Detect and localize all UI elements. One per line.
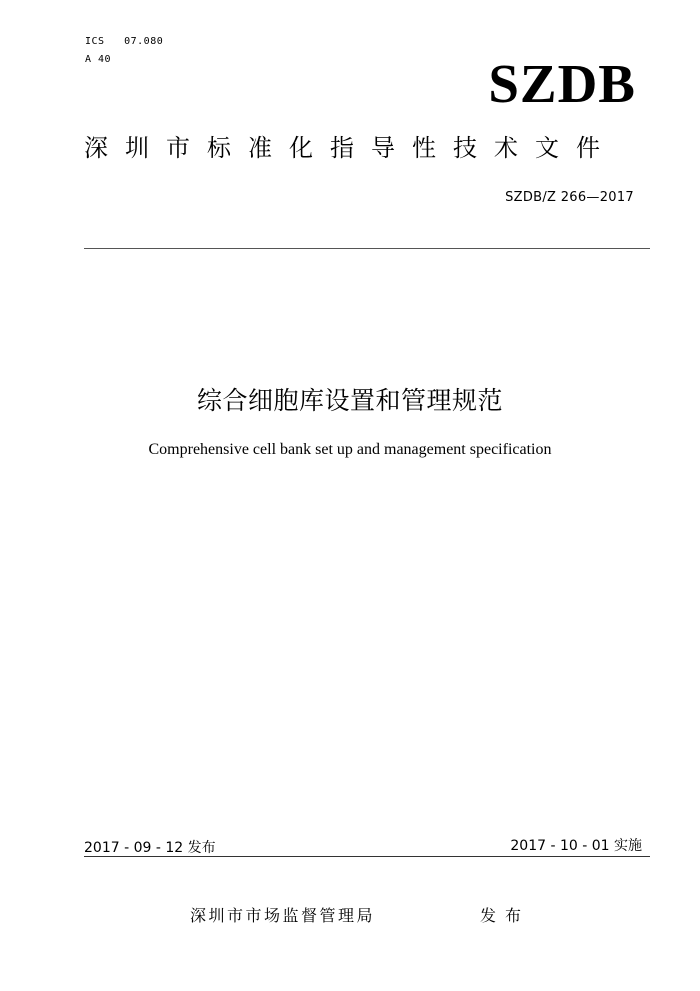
classification-code: A 40 <box>85 54 112 65</box>
document-number: SZDB/Z 266—2017 <box>505 190 634 205</box>
document-type-heading: 深圳市标准化指导性技术文件 <box>84 134 617 162</box>
title-chinese: 综合细胞库设置和管理规范 <box>196 386 503 415</box>
issue-date: 2017 - 09 - 12 发布 <box>84 840 216 856</box>
bottom-divider <box>84 856 650 857</box>
issuing-authority: 深圳市市场监督管理局 <box>190 906 376 925</box>
szdb-logo: SZDB <box>488 53 636 114</box>
title-english: Comprehensive cell bank set up and management specification <box>148 441 552 458</box>
ics-code: ICS 07.080 <box>85 36 164 47</box>
implementation-date: 2017 - 10 - 01 实施 <box>510 838 642 854</box>
publish-label: 发布 <box>480 906 531 925</box>
top-divider <box>84 248 650 249</box>
